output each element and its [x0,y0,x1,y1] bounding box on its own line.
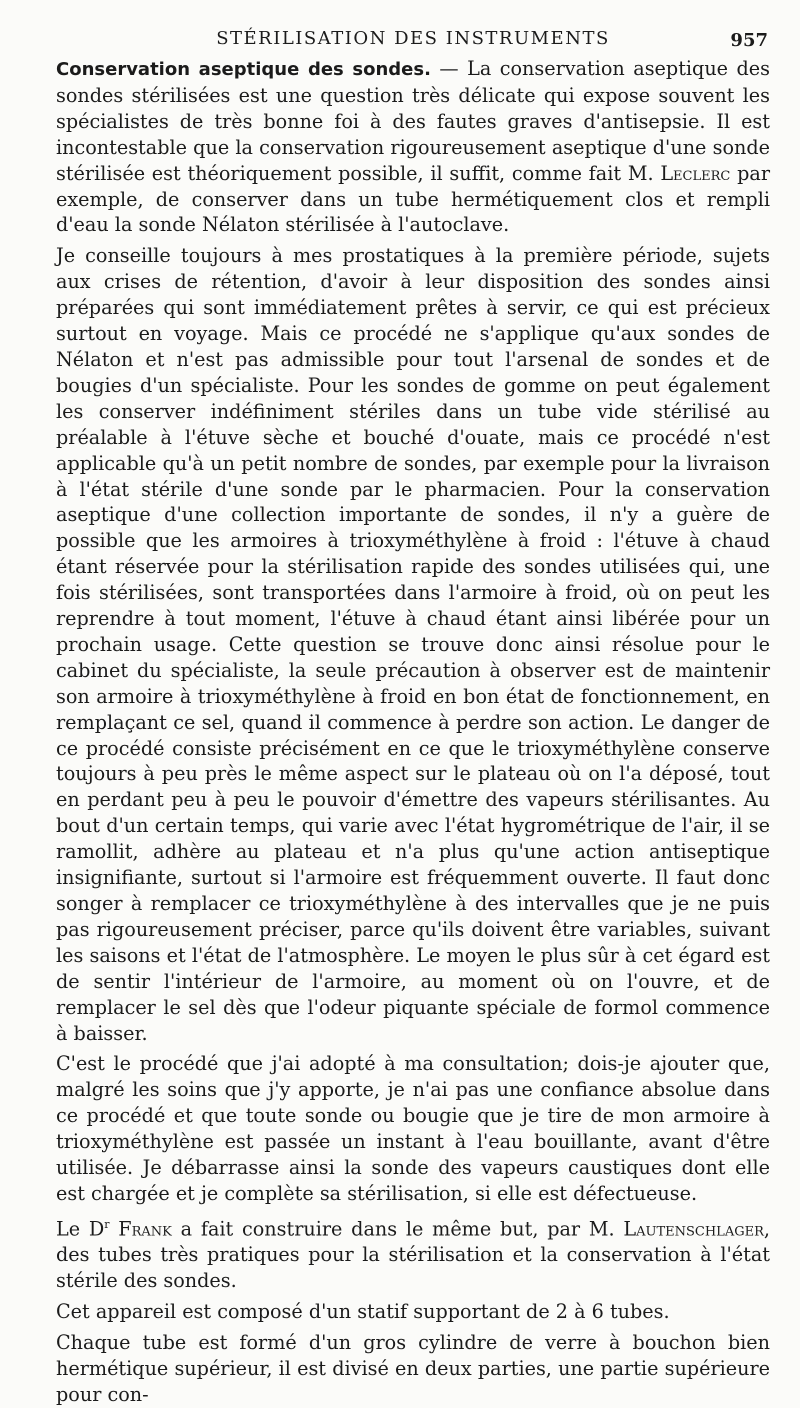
superscript-r: r [104,1217,110,1231]
paragraph-text: — La conservation aseptique des sondes stérilisées est une question très délicate qui expose souvent les spécialistes de très bonne foi à des fautes graves d'antisepsie. Il est incontestable que la conservation rigoureusement aseptique d'une sonde stérilisée est théoriquement possible, il suffit, comme fait M. [56,57,770,185]
paragraph-text: Cet appareil est composé d'un statif supportant de 2 à 6 tubes. [56,1299,670,1323]
paragraph-tube [56,1330,770,1408]
paragraph-text: a fait construire dans le même but, par M. [171,1217,624,1241]
page-number: 957 [730,30,768,51]
running-head [56,22,770,56]
paragraph-text-continued: par exemple, de conserver dans un tube hermétiquement clos et rempli d'eau la sonde Nélaton stérilisée à l'autoclave. [56,161,770,237]
section-run-in-heading: Conservation aseptique des sondes. [56,59,431,80]
space [110,1217,119,1240]
paragraph-frank [56,1212,770,1294]
paragraph-prostatiques [56,243,770,1046]
author-name-frank: Frank [118,1217,172,1241]
paragraph-text: Chaque tube est formé d'un gros cylindre de verre à bouchon bien hermétique supérieur, il est divisé en deux parties, une partie supérieure pour con- [56,1330,770,1406]
paragraph-text-continued: , des tubes très pratiques pour la stérilisation et la conservation à l'état stérile des sondes. [56,1217,770,1293]
paragraph-appareil [56,1299,770,1325]
paragraph-text: C'est le procédé que j'ai adopté à ma consultation; dois-je ajouter que, malgré les soins que j'y apporte, je n'ai pas une confiance absolue dans ce procédé et que toute sonde ou bougie que je tire de mon armoire à trioxyméthylène est passée un instant à l'eau bouillante, avant d'être utilisée. Je débarrasse ainsi la sonde des vapeurs caustiques dont elle est chargée et je complète sa stérilisation, si elle est défectueuse. [56,1052,770,1205]
body-text [56,56,770,1408]
paragraph-conservation [56,56,770,238]
paragraph-text: Je conseille toujours à mes prostatiques à la première période, sujets aux crises de rétention, d'avoir à leur disposition des sondes ainsi préparées qui sont immédiatement prêtes à servir, ce qui est précieux surtout en voyage. Mais ce procédé ne s'applique qu'aux sondes de Nélaton et n'est pas admissible pour tout l'arsenal de sondes et de bougies d'un spécialiste. Pour les sondes de gomme on peut également les conserver indéfiniment stériles dans un tube vide stérilisé au préalable à l'étuve sèche et bouché d'ouate, mais ce procédé n'est applicable qu'à un petit nombre de sondes, par exemple pour la livraison à l'état stérile d'une sonde par le pharmacien. Pour la conservation aseptique d'une collection importante de sondes, il n'y a guère de possible que les armoires à trioxyméthylène à froid : l'étuve à chaud étant réservée pour la stérilisation rapide des sondes utilisées qui, une fois stérilisées, sont transportées dans l'armoire à froid, où on peut les reprendre à tout moment, l'étuve à chaud étant ainsi libérée pour un prochain usage. Cette question se trouve donc ainsi résolue pour le cabinet du spécialiste, la seule précaution à observer est de maintenir son armoire à trioxyméthylène à froid en bon état de fonctionnement, en remplaçant ce sel, quand il commence à perdre son action. Le danger de ce procédé consiste précisément en ce que le trioxyméthylène conserve toujours à peu près le même aspect sur le plateau où on l'a déposé, tout en perdant peu à peu le pouvoir d'émettre des vapeurs stérilisantes. Au bout d'un certain temps, qui varie avec l'état hygrométrique de l'air, il se ramollit, adhère au plateau et n'a plus qu'une action antiseptique insignifiante, surtout si l'armoire est fréquemment ouverte. Il faut donc songer à remplacer ce trioxyméthylène à des intervalles que je ne puis pas rigoureusement préciser, parce qu'ils doivent être variables, suivant les saisons et l'état de l'atmosphère. Le moyen le plus sûr à cet égard est de sentir l'intérieur de l'armoire, au moment où on l'ouvre, et de remplacer le sel dès que l'odeur piquante spéciale de formol commence à baisser. [56,244,770,1045]
running-title: STÉRILISATION DES INSTRUMENTS [216,28,610,49]
paragraph-procede [56,1051,770,1206]
paragraph-text: Le D [56,1217,105,1241]
author-name-leclerc: Leclerc [660,161,731,185]
author-name-lautenschlager: Lautenschlager [623,1217,764,1241]
